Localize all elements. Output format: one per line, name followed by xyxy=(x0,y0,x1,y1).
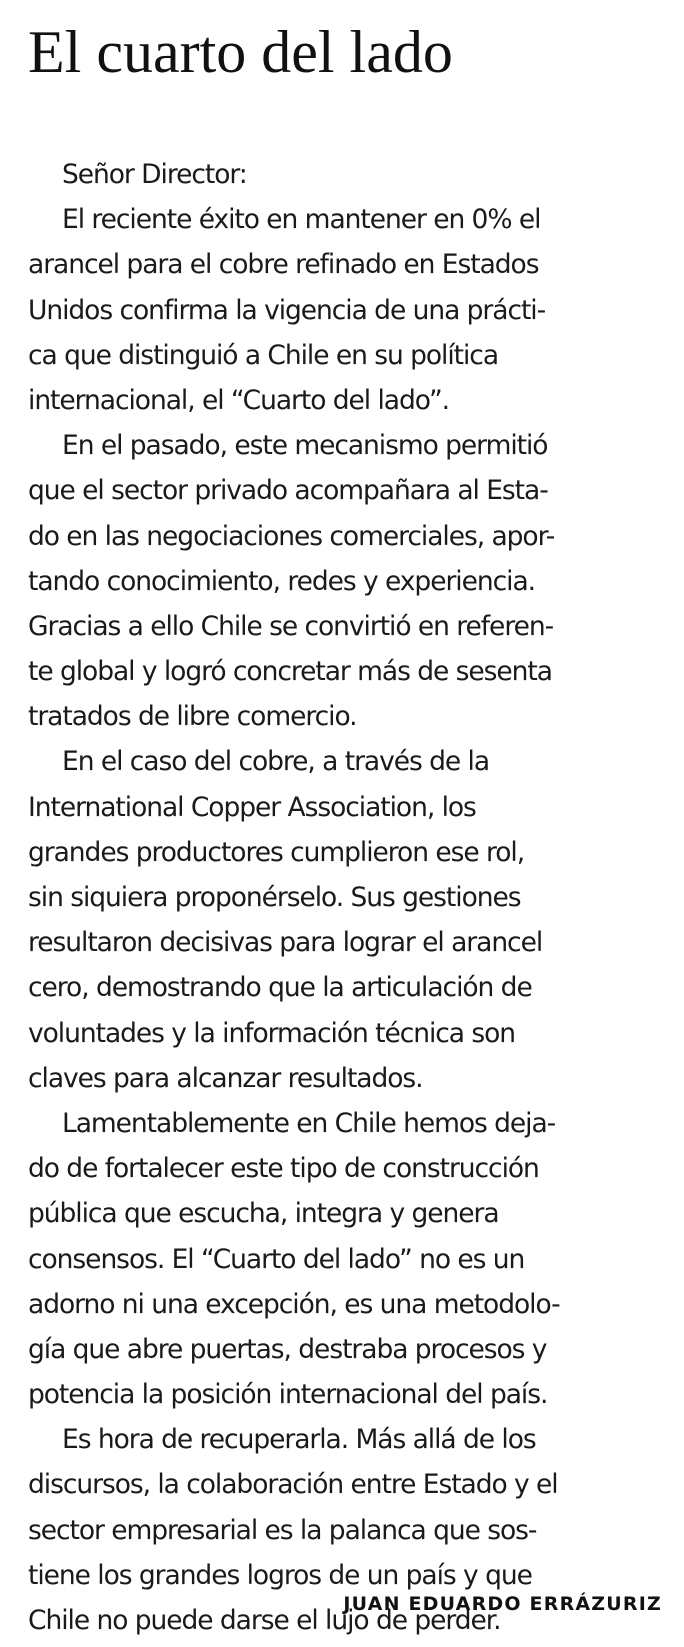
body-line: Es hora de recuperarla. Más allá de los xyxy=(62,1424,536,1456)
body-line: cero, demostrando que la articulación de xyxy=(28,972,532,1004)
body-line: International Copper Association, los xyxy=(28,791,476,823)
body-line: adorno ni una excepción, es una metodolo- xyxy=(28,1288,560,1320)
body-line: claves para alcanzar resultados. xyxy=(28,1062,423,1094)
body-line: potencia la posición internacional del país. xyxy=(28,1379,548,1411)
body-line: voluntades y la información técnica son xyxy=(28,1017,516,1049)
author-signature: JUAN EDUARDO ERRÁZURIZ xyxy=(343,1593,662,1615)
body-line: arancel para el cobre refinado en Estados xyxy=(28,249,539,281)
body-line: En el caso del cobre, a través de la xyxy=(62,746,490,778)
letter-body xyxy=(28,152,658,1643)
body-line: sin siquiera proponérselo. Sus gestiones xyxy=(28,882,521,913)
body-line: ca que distinguió a Chile en su política xyxy=(28,339,499,371)
body-line: Chile no puede darse el lujo de perder. xyxy=(28,1605,501,1636)
body-line: do de fortalecer este tipo de construcción xyxy=(28,1153,539,1185)
body-line: El reciente éxito en mantener en 0% el xyxy=(62,204,541,236)
body-line: tando conocimiento, redes y experiencia. xyxy=(28,565,536,597)
body-line: tratados de libre comercio. xyxy=(28,701,357,733)
body-line: te global y logró concretar más de sesenta xyxy=(28,656,552,688)
body-line: resultaron decisivas para lograr el arancel xyxy=(28,927,543,959)
body-line: internacional, el “Cuarto del lado”. xyxy=(28,384,449,416)
salutation: Señor Director: xyxy=(62,159,247,190)
body-line: Unidos confirma la vigencia de una prácti- xyxy=(28,294,546,326)
body-line: tiene los grandes logros de un país y que xyxy=(28,1559,532,1591)
body-line: Gracias a ello Chile se convirtió en referen- xyxy=(28,610,554,642)
body-line: En el pasado, este mecanismo permitió xyxy=(62,430,548,462)
body-line: pública que escucha, integra y genera xyxy=(28,1198,499,1230)
headline: El cuarto del lado xyxy=(28,19,453,85)
body-line: grandes productores cumplieron ese rol, xyxy=(28,836,525,868)
body-line: consensos. El “Cuarto del lado” no es un xyxy=(28,1243,525,1275)
body-line: do en las negociaciones comerciales, apor- xyxy=(28,520,555,552)
body-line: Lamentablemente en Chile hemos deja- xyxy=(62,1107,556,1139)
body-line: discursos, la colaboración entre Estado y el xyxy=(28,1469,558,1501)
body-line: que el sector privado acompañara al Esta- xyxy=(28,475,548,507)
body-line: gía que abre puertas, destraba procesos y xyxy=(28,1333,547,1365)
body-line: sector empresarial es la palanca que sos- xyxy=(28,1514,537,1546)
